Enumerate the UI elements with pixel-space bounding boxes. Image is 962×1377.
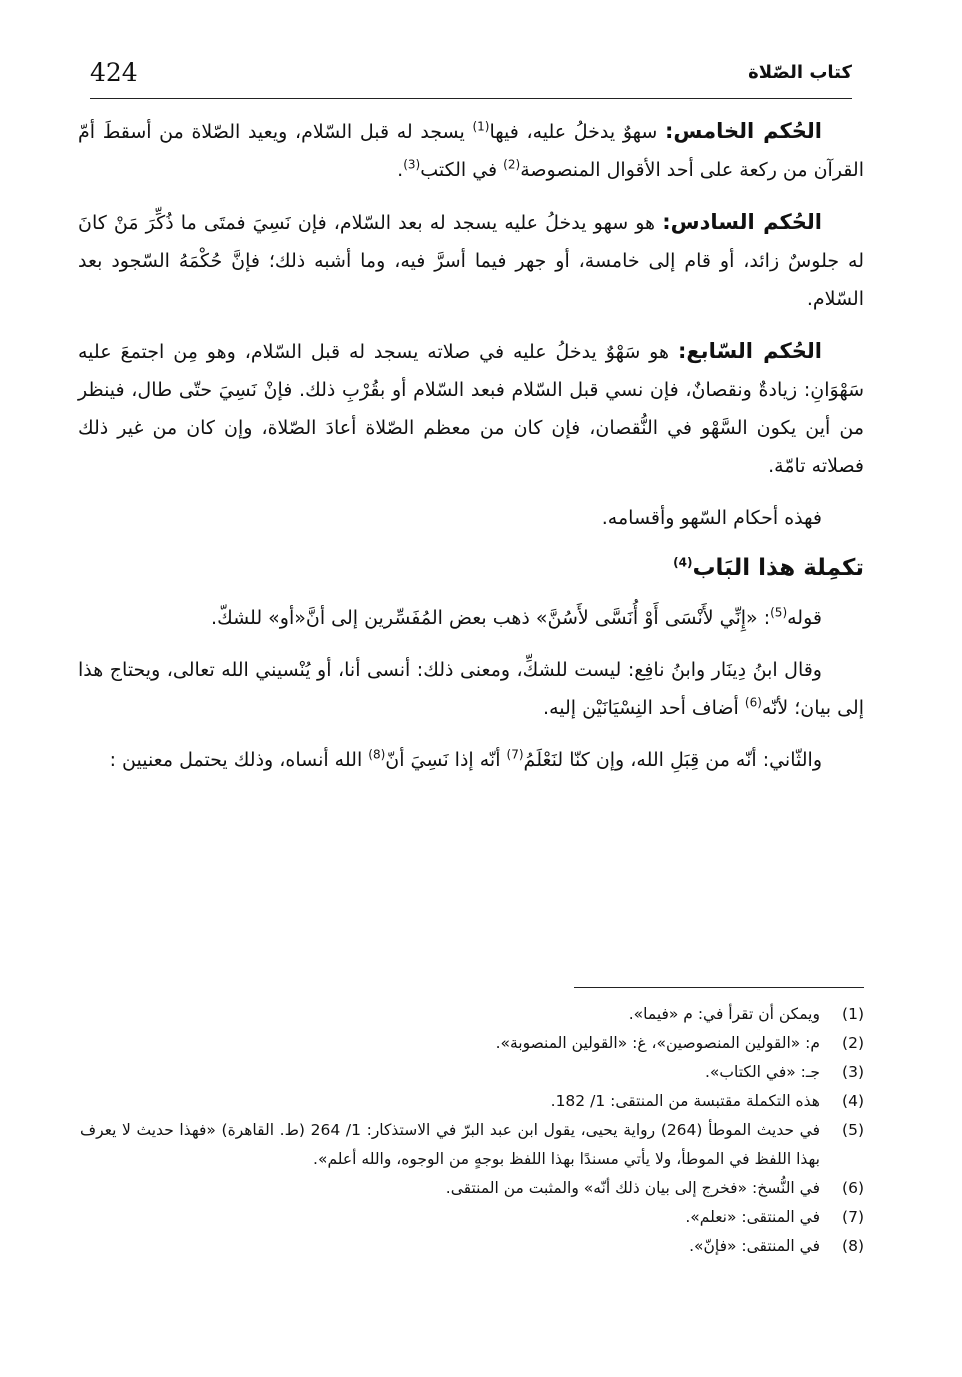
paragraph-text: أنّه إذا نَسِيَ أنّ [385,749,507,771]
footnote-item [80,1232,864,1261]
section-heading-text: تكمِلة هذا البَاب [692,555,864,581]
paragraph-text: . [397,159,404,181]
footnote-ref[interactable]: (8) [368,747,386,762]
running-title: كتاب الصّلاة [748,62,852,83]
footnote-item [80,1174,864,1203]
paragraph-lead: الحُكم السادس: [662,210,822,234]
footnote-item [80,1000,864,1029]
page-number: 424 [90,58,138,87]
paragraph-text: هو سَهْوٌ يدخلُ عليه في صلاته يسجد له قبل السّلام، وهو مِن اجتمعَ عليه سَهْوَانِ: زيادةٌ ونقصانٌ، فإن نسي قبل السّلام فبعد السّلام أو بقُرْبِ ذلك. فإنْ نَسِيَ حتّى طال، فينظر من أين يكون السَّهْو في النُّقصان، فإن كان من معظم الصّلاة أعادَ الصّلاة، وإن كان من غير ذلك فصلاته تامّة. [78,341,864,477]
paragraph-second-meaning [78,741,864,779]
footnotes-list [80,1000,864,1261]
footnote-text: في المنتقى: «فإنّ». [689,1237,820,1255]
footnote-number: (4) [842,1092,864,1110]
paragraph-lead: الحُكم الخامس: [664,119,822,143]
footnote-text: هذه التكملة مقتبسة من المنتقى: 1/ 182. [550,1092,820,1110]
main-text [78,112,864,793]
footnote-number: (3) [842,1063,864,1081]
footnote-text: ويمكن أن تقرأ في: م «فيما». [628,1005,820,1023]
footnote-item [80,1116,864,1174]
footnote-ref[interactable]: (1) [472,119,490,134]
paragraph-fifth-ruling [78,112,864,189]
paragraph-text: فهذه أحكام السّهو وأقسامه. [601,507,822,529]
footnote-number: (5) [842,1121,864,1139]
paragraph-ibn-dinar [78,651,864,727]
footnote-ref[interactable]: (2) [503,157,521,172]
section-heading [78,549,864,587]
paragraph-text: وقال ابنُ دِينَار وابنُ نافِع: ليست للشكِّ، ومعنى ذلك: أنسى أنا، أو يُنْسيني الله تعالى، ويحتاج هذا إلى بيان؛ لأنّه [78,659,864,719]
footnote-number: (6) [842,1179,864,1197]
footnote-ref[interactable]: (5) [770,605,788,620]
footnote-number: (8) [842,1237,864,1255]
footnote-number: (1) [842,1005,864,1023]
footnote-item [80,1058,864,1087]
paragraph-text: يسجد له قبل السّلام، ويعيد الصّلاة من أسقطَ أمّ القرآن من ركعة على أحد الأقوال المنصوصة [78,121,864,181]
footnote-ref[interactable]: (6) [744,695,762,710]
paragraph-text: قوله [787,607,822,629]
paragraph-text: أضاف أحد النِسْيَانَيْن إليه. [543,697,745,719]
footnote-divider [574,987,864,988]
footnote-text: م: «القولين المنصوصين»، غ: «القولين المنصوبة». [495,1034,820,1052]
paragraph-summary [78,499,864,537]
paragraph-text: هو سهو يدخلُ عليه يسجد له بعد السّلام، فإن نَسِيَ فمتَى ما ذُكِّرَ مَنْ كانَ له جلوسٌ زائد، أو قام إلى خامسة، أو جهر فيما أسرَّ فيه، وما أشبه ذلك؛ فإنَّ حُكْمَهُ السّجود بعد السّلام. [78,212,864,310]
footnote-text: جـ: «في الكتاب». [704,1063,820,1081]
footnote-item [80,1029,864,1058]
footnote-text: في النُّسخ: «فخرج إلى بيان ذلك أنّه» والمثبت من المنتقى. [445,1179,820,1197]
paragraph-text: : «إِنِّي لأَنْسَى أَوْ أُنَسَّى لأَسُنَّ» ذهب بعض المُفَسِّرين إلى أنَّ«أو» للشكّ. [211,607,771,629]
paragraph-text: في الكتب [420,159,504,181]
footnote-ref[interactable]: (7) [506,747,524,762]
footnote-item [80,1203,864,1232]
paragraph-hadith [78,599,864,637]
paragraph-sixth-ruling [78,203,864,318]
footnote-number: (2) [842,1034,864,1052]
paragraph-lead: الحُكم السّابع: [677,339,822,363]
footnote-ref[interactable]: (4) [673,555,693,570]
footnote-number: (7) [842,1208,864,1226]
footnote-ref[interactable]: (3) [403,157,421,172]
footnote-text: في حديث الموطأ (264) رواية يحيى، يقول ابن عبد البرّ في الاستذكار: 1/ 264 (ط. القاهرة) «فهذا حديث لا يعرف بهذا اللفظ في الموطأ، ولا يأتي مسندًا بهذا اللفظ بوجهٍ من الوجوه، والله أعلم». [80,1121,821,1168]
paragraph-seventh-ruling [78,332,864,485]
footnote-item [80,1087,864,1116]
paragraph-text: والثّاني: أنّه من قِبَلِ الله، وإن كنّا لنَعْلَمُ [523,749,822,771]
paragraph-text: الله أنساه، وذلك يحتمل معنيين : [109,749,369,771]
paragraph-text: سهوٌ يدخلُ عليه، فيها [489,121,665,143]
page-header [90,56,852,99]
footnote-text: في المنتقى: «نعلم». [685,1208,820,1226]
